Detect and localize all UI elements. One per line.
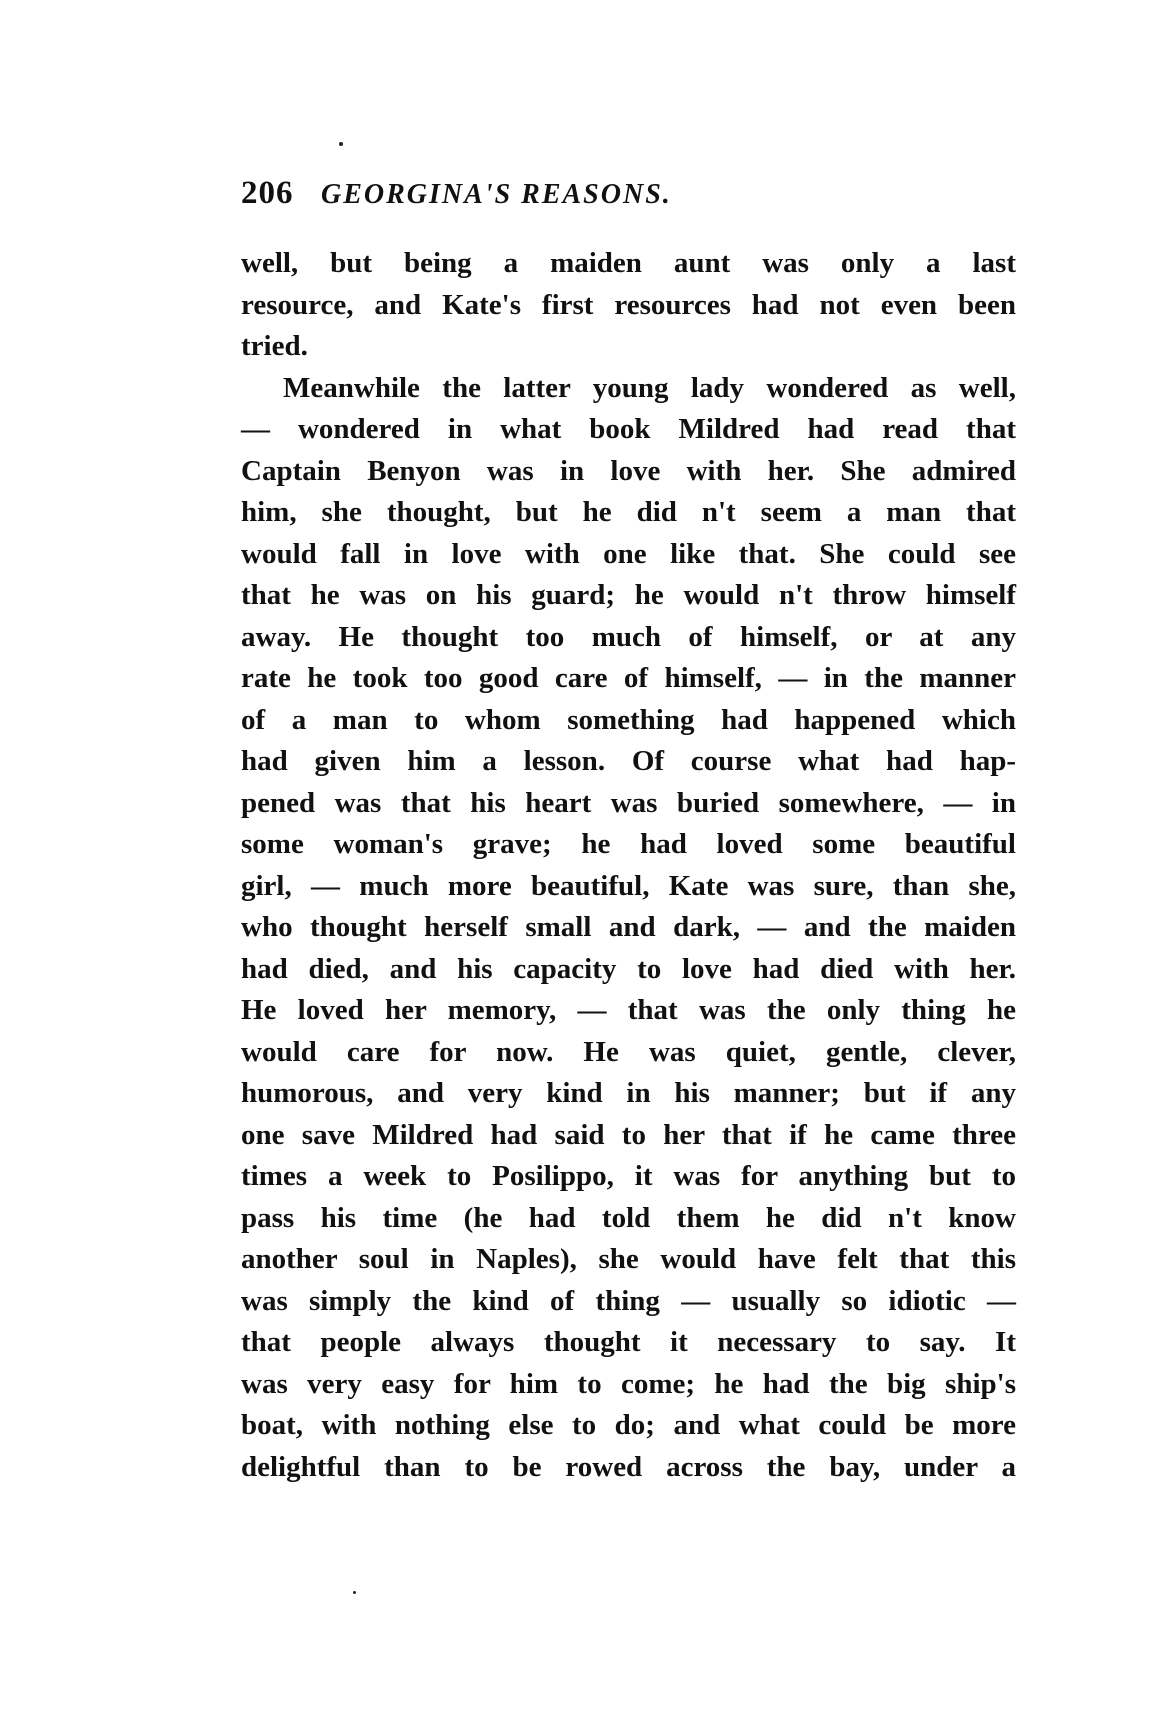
text-line: another soul in Naples), she would have felt that this (241, 1243, 1016, 1275)
text-line: one save Mildred had said to her that if he came three (241, 1118, 1016, 1151)
text-line: had given him a lesson. Of course what had hap- (241, 745, 1016, 777)
text-line: who thought herself small and dark, — and the maiden (241, 911, 1016, 943)
ink-speck (339, 142, 343, 146)
text-line: of a man to whom something had happened which (241, 703, 1016, 736)
text-line: rate he took too good care of himself, — in the manner (241, 662, 1016, 694)
text-line: that he was on his guard; he would n't throw himself (241, 579, 1016, 611)
text-line: would fall in love with one like that. She could see (241, 537, 1016, 570)
text-line: delightful than to be rowed across the bay, under a (241, 1450, 1016, 1483)
text-line: away. He thought too much of himself, or at any (241, 620, 1016, 653)
text-line: resource, and Kate's first resources had not even been (241, 288, 1016, 321)
text-line: tried. (241, 330, 308, 362)
text-line: Captain Benyon was in love with her. She admired (241, 454, 1016, 487)
text-line: was simply the kind of thing — usually so idiotic — (241, 1284, 1016, 1317)
text-line: boat, with nothing else to do; and what could be more (241, 1409, 1016, 1441)
text-line: some woman's grave; he had loved some beautiful (241, 828, 1016, 860)
text-line: — wondered in what book Mildred had read that (241, 413, 1016, 445)
text-line: girl, — much more beautiful, Kate was sure, than she, (241, 869, 1016, 902)
text-line: had died, and his capacity to love had died with her. (241, 952, 1016, 985)
page-number: 206 (241, 175, 294, 211)
ink-speck (353, 1591, 356, 1594)
text-line: pened was that his heart was buried somewhere, — in (241, 786, 1016, 819)
body-text (241, 243, 1016, 1488)
page-header (241, 175, 1021, 215)
text-line: times a week to Posilippo, it was for anything but to (241, 1160, 1016, 1192)
text-line: would care for now. He was quiet, gentle, clever, (241, 1035, 1016, 1068)
text-line: him, she thought, but he did n't seem a man that (241, 496, 1016, 528)
text-line: humorous, and very kind in his manner; but if any (241, 1077, 1016, 1109)
text-line: Meanwhile the latter young lady wondered as well, (283, 371, 1016, 404)
text-line: that people always thought it necessary to say. It (241, 1326, 1016, 1358)
running-head: GEORGINA'S REASONS. (321, 179, 672, 210)
text-line: was very easy for him to come; he had the big ship's (241, 1367, 1016, 1400)
text-line: well, but being a maiden aunt was only a last (241, 247, 1016, 279)
text-line: He loved her memory, — that was the only thing he (241, 994, 1016, 1026)
text-line: pass his time (he had told them he did n't know (241, 1201, 1016, 1234)
